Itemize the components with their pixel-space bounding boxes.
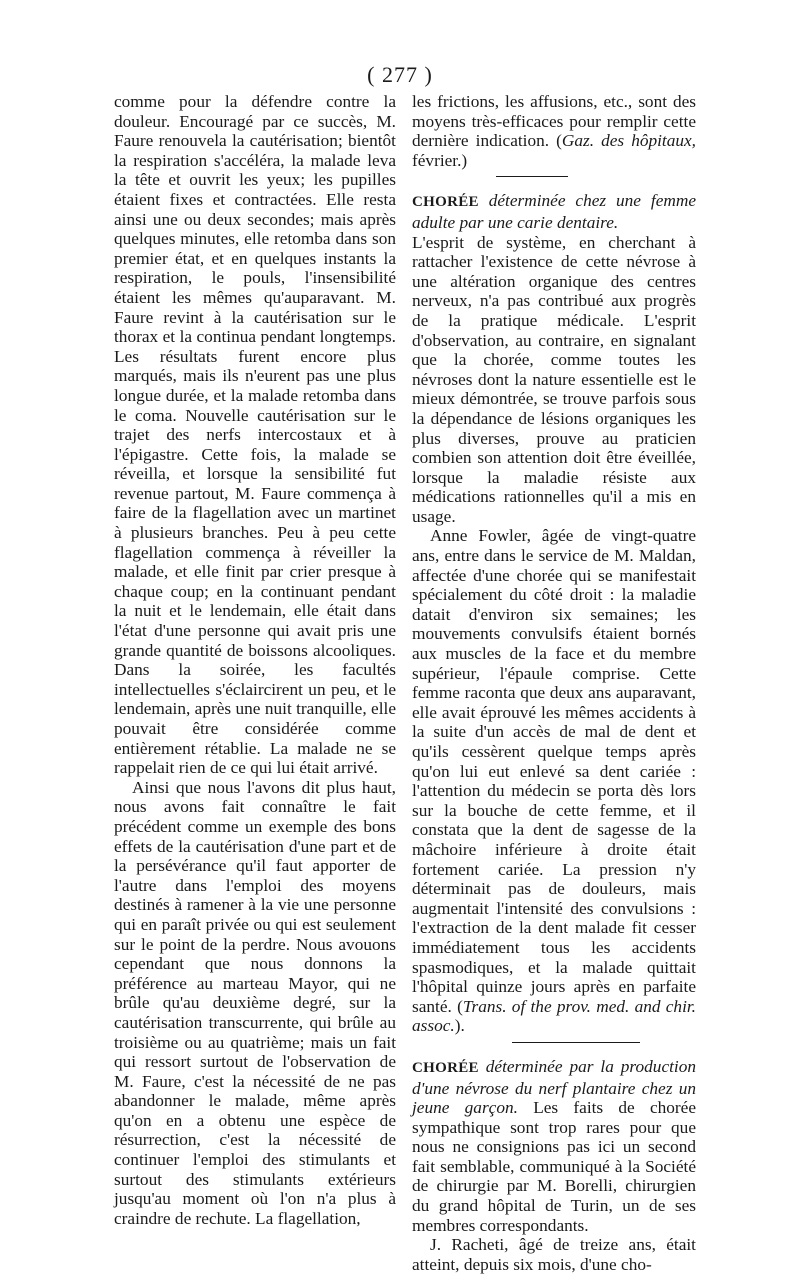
citation: Trans. of the prov. med. and chir. assoc.	[412, 996, 696, 1036]
paragraph-text: février.)	[412, 150, 468, 170]
page-number: ( 277 )	[367, 62, 433, 87]
paragraph: J. Racheti, âgé de treize ans, était atteint, depuis six mois, d'une cho-	[412, 1235, 696, 1274]
section-subtitle: déterminée chez une femme adulte par une carie dentaire.	[412, 191, 696, 232]
left-column	[114, 92, 396, 1228]
section-title: CHORÉE	[412, 194, 479, 211]
paragraph-text: ).	[454, 1016, 465, 1036]
paragraph: comme pour la défendre contre la douleur. Encouragé par ce succès, M. Faure renouvela la cautérisation; bientôt la respiration s'accéléra, la malade leva la tête et ouvrit les yeux; les pupilles étaient fixes et contractées. Elle resta ainsi une ou deux secondes; mais après quelques minutes, elle retomba dans son premier état, et en quelques instants la respiration, le pouls, l'insensibilité étaient les mêmes qu'auparavant. M. Faure revint à la cautérisation sur le thorax et la continua pendant longtemps. Les résultats furent encore plus marqués, mais ils n'eurent pas une plus longue durée, et la malade retomba dans le coma. Nouvelle cautérisation sur le trajet des nerfs intercostaux et à l'épigastre. Cette fois, la malade se réveilla, et lorsque la sensibilité fut revenue partout, M. Faure commença à faire de la flagellation avec un martinet à plusieurs branches. Peu à peu cette flagellation commença à réveiller la malade, et elle finit par crier presque à chaque coup; en la continuant pendant la nuit et le lendemain, elle était dans l'état d'une personne qui avait pris une grande quantité de boissons alcooliques. Dans la soirée, les facultés intellectuelles s'éclaircirent un peu, et le lendemain, après une nuit tranquille, elle pouvait être considérée comme entièrement rétablie. La malade ne se rappelait rien de ce qui lui était arrivé.	[114, 92, 396, 778]
right-column	[412, 92, 696, 1274]
section-heading	[412, 1057, 696, 1235]
paragraph	[412, 92, 696, 170]
section-subtitle: déterminée par la production d'une névrose du nerf plantaire chez un jeune garçon.	[412, 1056, 696, 1118]
paragraph: L'esprit de système, en cherchant à rattacher l'existence de cette névrose à une altération organique des centres nerveux, n'a pas contribué aux progrès de la pratique médicale. L'esprit d'observation, au contraire, en signalant que la chorée, comme toutes les névroses dont la nature essentielle est le mieux démontrée, se trouve parfois sous la dépendance de lésions organiques les plus diverses, prouve au praticien combien son attention doit être éveillée, lorsque la maladie résiste aux médications rationnelles qu'il a mis en usage.	[412, 232, 696, 526]
section-heading	[412, 191, 696, 232]
paragraph-text: Les faits de chorée sympathique sont trop rares pour que nous ne consignions pas ici un second fait semblable, communiqué à la Société de chirurgie par M. Borelli, chirurgien du grand hôpital de Turin, un de ses membres correspondants.	[412, 1098, 696, 1235]
section-title: CHORÉE	[412, 1059, 479, 1076]
section-divider	[512, 1042, 640, 1043]
paragraph-text: les frictions, les affusions, etc., sont des moyens très-efficaces pour remplir cette dernière indication. (	[412, 92, 696, 151]
paragraph	[412, 526, 696, 1035]
citation: Gaz. des hôpitaux,	[561, 131, 696, 151]
paragraph: Ainsi que nous l'avons dit plus haut, nous avons fait connaître le fait précédent comme un exemple des bons effets de la cautérisation d'une part et de la persévérance qu'il faut apporter de l'autre dans l'emploi des moyens destinés à ramener à la vie une personne qui en paraît privée ou qui est seulement sur le point de la perdre. Nous avouons cependant que nous donnons la préférence au marteau Mayor, qui ne brûle qu'au deuxième degré, sur la cautérisation transcurrente, qui brûle au troisième ou au quatrième; mais un fait qui ressort surtout de l'observation de M. Faure, c'est la nécessité de ne pas abandonner le malade, même après qu'on en a obtenu une espèce de résurrection, c'est la nécessité de continuer l'emploi des stimulants et surtout des stimulants extérieurs jusqu'au moment où l'on n'a plus à craindre de rechute. La flagellation,	[114, 777, 396, 1228]
paragraph-text: Anne Fowler, âgée de vingt-quatre ans, entre dans le service de M. Maldan, affectée d'une chorée qui se manifestait spécialement du côté droit : la maladie datait d'environ six semaines; les mouvements convulsifs étaient bornés aux muscles de la face et du membre supérieur, l'épaule comprise. Cette femme raconta que deux ans auparavant, elle avait éprouvé les mêmes accidents à la suite d'un accès de mal de dent et qu'ils cessèrent quelque temps après qu'on lui eut enlevé sa dent cariée : l'attention du médecin se porta dès lors sur la bouche de cette femme, et il constata que la dent de sagesse de la mâchoire inférieure à droite était fortement cariée. La pression n'y déterminait pas de douleurs, mais augmentait l'intensité des convulsions : l'extraction de la dent malade fit cesser immédiatement tous les accidents spasmodiques, et la malade quittait l'hôpital quinze jours après en parfaite santé. (	[412, 526, 696, 1016]
section-divider	[496, 176, 568, 177]
